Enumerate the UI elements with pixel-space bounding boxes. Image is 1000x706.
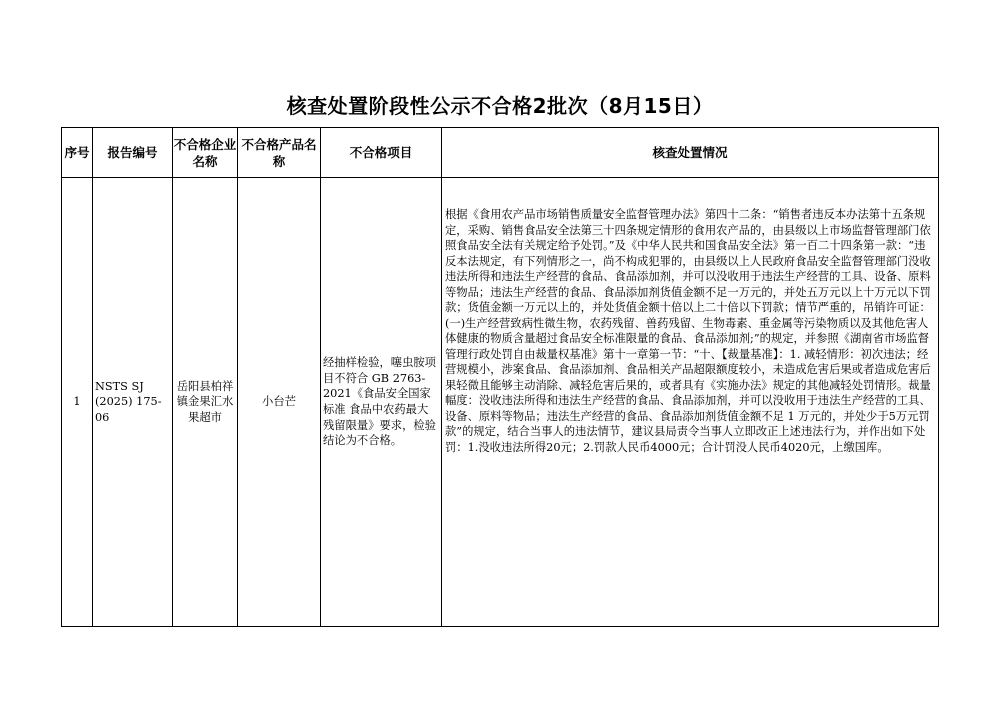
header-product: 不合格产品名称 [238, 128, 321, 178]
page-title: 核查处置阶段性公示不合格2批次（8月15日） [286, 94, 714, 118]
header-report-no: 报告编号 [93, 128, 173, 178]
cell-report-no: NSTS SJ (2025) 175-06 [93, 178, 173, 627]
header-company: 不合格企业名称 [173, 128, 238, 178]
table-row [62, 178, 939, 627]
table-header-row [62, 128, 939, 178]
header-disposal: 核查处置情况 [442, 128, 939, 178]
header-item: 不合格项目 [321, 128, 442, 178]
header-no: 序号 [62, 128, 93, 178]
cell-no: 1 [62, 178, 93, 627]
cell-company: 岳阳县柏祥镇金果汇水果超市 [173, 178, 238, 627]
cell-disposal: 根据《食用农产品市场销售质量安全监督管理办法》第四十二条：“销售者违反本办法第十五条规定，采购、销售食品安全法第三十四条规定情形的食用农产品的，由县级以上市场监督管理部门依照食品安全法有关规定给予处罚。”及《中华人民共和国食品安全法》第一百二十四条第一款：“违反本法规定，有下列情形之一，尚不构成犯罪的，由县级以上人民政府食品安全监督管理部门没收违法所得和违法生产经营的食品、食品添加剂，并可以没收用于违法生产经营的工具、设备、原料等物品；违法生产经营的食品、食品添加剂货值金额不足一万元的，并处五万元以上十万元以下罚款；货值金额一万元以上的，并处货值金额十倍以上二十倍以下罚款；情节严重的，吊销许可证：(一)生产经营致病性微生物，农药残留、兽药残留、生物毒素、重金属等污染物质以及其他危害人体健康的物质含量超过食品安全标准限量的食品、食品添加剂;”的规定，并参照《湖南省市场监督管理行政处罚自由裁量权基准》第十一章第一节：“十、【裁量基准】：1. 减轻情形：初次违法；经营规模小，涉案食品、食品添加剂、食品相关产品超限额度较小，未造成危害后果或者造成危害后果轻微且能够主动消除、减轻危害后果的，或者具有《实施办法》规定的其他减轻处罚情形。裁量幅度：没收违法所得和违法生产经营的食品、食品添加剂，并可以没收用于违法生产经营的工具、设备、原料等物品；违法生产经营的食品、食品添加剂货值金额不足 1 万元的，并处少于5万元罚款”的规定，结合当事人的违法情节，建议县局责令当事人立即改正上述违法行为，并作出如下处罚：1.没收违法所得20元；2.罚款人民币4000元；合计罚没人民币4020元，上缴国库。 [442, 178, 939, 627]
disposal-table [61, 127, 939, 627]
cell-item: 经抽样检验，噻虫胺项目不符合 GB 2763-2021《食品安全国家标准 食品中农药最大残留限量》要求，检验结论为不合格。 [321, 178, 442, 627]
cell-product: 小台芒 [238, 178, 321, 627]
